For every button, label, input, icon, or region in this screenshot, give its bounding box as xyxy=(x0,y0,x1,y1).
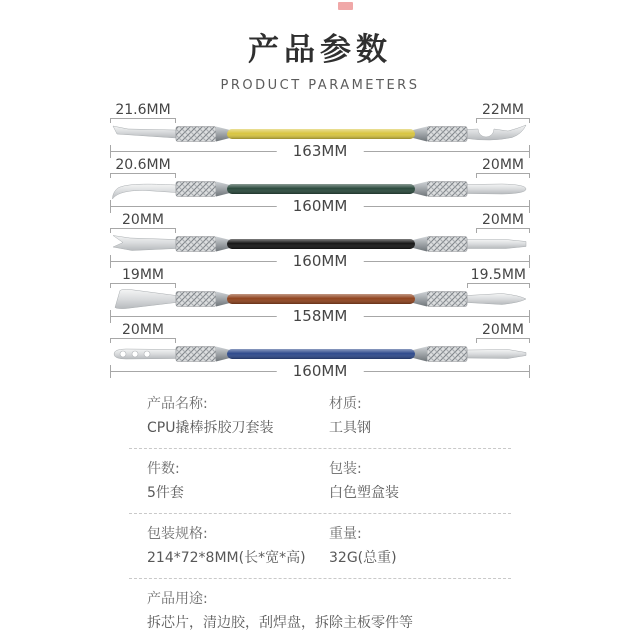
tool-row-green xyxy=(110,158,530,213)
tools-diagram xyxy=(110,103,530,378)
spec-label: 产品名称: xyxy=(147,396,208,412)
tip-labels xyxy=(110,213,530,233)
spec-cell-packaging xyxy=(329,462,511,501)
length-label: 160MM xyxy=(277,364,364,379)
left-tip-dimension xyxy=(110,158,176,178)
left-tip-dimension xyxy=(110,323,176,343)
left-tip-width-label: 21.6MM xyxy=(115,102,171,118)
spec-cell-material xyxy=(329,397,511,436)
spec-row-size-weight xyxy=(129,514,511,579)
spec-value: 拆芯片，清边胶，刮焊盘，拆除主板零件等 xyxy=(147,615,413,631)
right-tip-width-label: 20MM xyxy=(482,212,524,228)
dimension-bracket xyxy=(110,338,176,343)
dimension-bracket xyxy=(476,173,530,178)
right-tip-dimension xyxy=(476,213,530,233)
page-title: 产品参数 xyxy=(248,32,392,68)
tip-labels xyxy=(110,268,530,288)
length-label: 160MM xyxy=(277,199,364,214)
page-subtitle: PRODUCT PARAMETERS xyxy=(220,78,420,93)
spec-label: 重量: xyxy=(329,526,362,542)
header xyxy=(0,0,640,93)
dimension-bracket xyxy=(110,173,176,178)
dimension-bracket xyxy=(476,228,530,233)
spec-row-usage xyxy=(129,579,511,640)
length-dimension xyxy=(110,362,530,380)
length-label: 163MM xyxy=(277,144,364,159)
spec-label: 包装规格: xyxy=(147,526,208,542)
length-label: 158MM xyxy=(277,309,364,324)
right-tip-dimension xyxy=(476,103,530,123)
dimension-bracket xyxy=(110,228,176,233)
spec-cell-package-size xyxy=(147,527,329,566)
red-dot-decoration xyxy=(338,2,353,10)
spec-cell-weight xyxy=(329,527,511,566)
length-dimension xyxy=(110,142,530,160)
length-dimension xyxy=(110,252,530,270)
left-tip-width-label: 20MM xyxy=(122,322,164,338)
tool-row-black xyxy=(110,213,530,268)
right-tip-dimension xyxy=(467,268,530,288)
right-tip-dimension xyxy=(476,158,530,178)
spec-cell-usage xyxy=(147,592,511,631)
tip-labels xyxy=(110,158,530,178)
right-tip-dimension xyxy=(476,323,530,343)
tool-row-blue xyxy=(110,323,530,378)
right-tip-width-label: 19.5MM xyxy=(470,267,526,283)
dimension-bracket xyxy=(476,118,530,123)
spec-value: 5件套 xyxy=(147,485,184,501)
length-dimension xyxy=(110,197,530,215)
left-tip-width-label: 20.6MM xyxy=(115,157,171,173)
tip-labels xyxy=(110,323,530,343)
spec-label: 材质: xyxy=(329,396,362,412)
spec-value: 32G(总重) xyxy=(329,550,397,566)
length-dimension xyxy=(110,307,530,325)
tip-labels xyxy=(110,103,530,123)
spec-value: 214*72*8MM(长*宽*高) xyxy=(147,550,306,566)
tool-row-yellow xyxy=(110,103,530,158)
spec-row-count-packaging xyxy=(129,449,511,514)
dimension-bracket xyxy=(110,283,176,288)
left-tip-width-label: 20MM xyxy=(122,212,164,228)
length-label: 160MM xyxy=(277,254,364,269)
spec-label: 包装: xyxy=(329,461,362,477)
right-tip-width-label: 22MM xyxy=(482,102,524,118)
spec-cell-product-name xyxy=(147,397,329,436)
left-tip-width-label: 19MM xyxy=(122,267,164,283)
dimension-bracket xyxy=(467,283,530,288)
spec-table xyxy=(129,384,511,640)
spec-row-name-material xyxy=(129,384,511,449)
spec-value: CPU撬棒拆胶刀套装 xyxy=(147,420,274,436)
tool-row-brown xyxy=(110,268,530,323)
spec-label: 件数: xyxy=(147,461,180,477)
right-tip-width-label: 20MM xyxy=(482,322,524,338)
dimension-bracket xyxy=(110,118,176,123)
spec-value: 工具钢 xyxy=(329,420,371,436)
spec-label: 产品用途: xyxy=(147,591,208,607)
left-tip-dimension xyxy=(110,103,176,123)
right-tip-width-label: 20MM xyxy=(482,157,524,173)
left-tip-dimension xyxy=(110,268,176,288)
spec-cell-piece-count xyxy=(147,462,329,501)
left-tip-dimension xyxy=(110,213,176,233)
dimension-bracket xyxy=(476,338,530,343)
spec-value: 白色塑盒装 xyxy=(329,485,399,501)
